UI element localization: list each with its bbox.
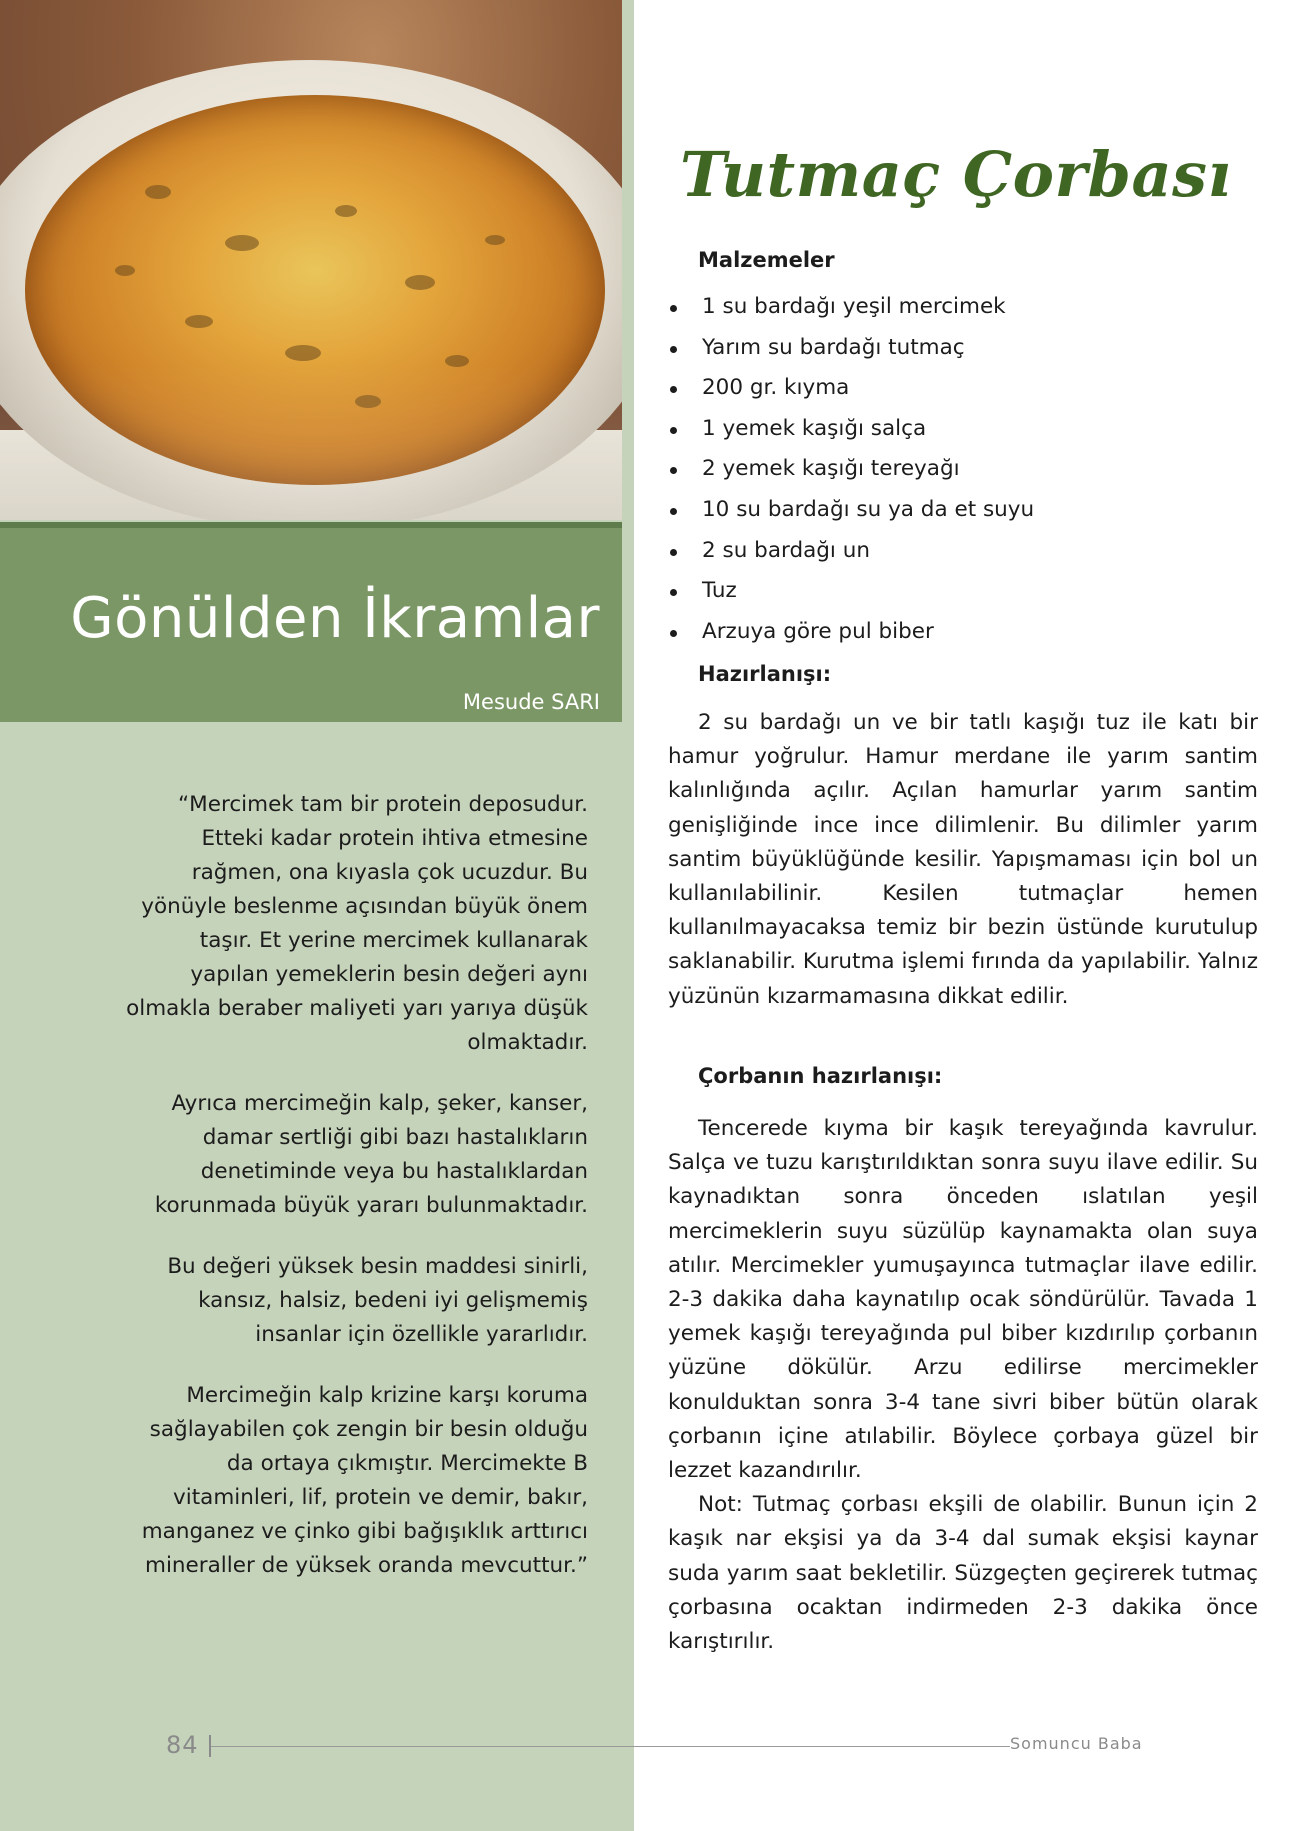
ingredient-item: 1 yemek kaşığı salça [668,409,1034,450]
soup-instructions [668,1112,1258,1659]
ingredient-item: Yarım su bardağı tutmaç [668,328,1034,369]
note-paragraph: Not: Tutmaç çorbası ekşili de olabilir. Bunun için 2 kaşık nar ekşisi ya da 3-4 dal sumak ekşisi kaynar suda yarım saat bekletilir. Süzgeçten geçirerek tutmaç çorbasına ocaktan indirmeden 2-3 dakika önce karıştırılır. [668,1492,1258,1655]
section-title-band [0,522,622,722]
footer-rule [210,1746,1010,1747]
section-title: Gönülden İkramlar [70,586,600,651]
bullet-icon [670,346,677,353]
magazine-name: Somuncu Baba [1010,1734,1143,1753]
ingredient-item: Arzuya göre pul biber [668,612,1034,653]
ingredient-item: 2 su bardağı un [668,531,1034,572]
bullet-icon [670,589,677,596]
ingredient-item: 10 su bardağı su ya da et suyu [668,490,1034,531]
recipe-column [634,0,1299,1831]
preparation-paragraph: 2 su bardağı un ve bir tatlı kaşığı tuz ile katı bir hamur yoğrulur. Hamur merdane ile yarım santim kalınlığında açılır. Açılan hamurlar yarım santim genişliğinde ince ince dilimlenir. Bu dilimler yarım santim büyüklüğünde kesilir. Yapışmaması için bol un kullanılabilinir. Kesilen tutmaçlar hemen kullanılmayacaksa temiz bir bezin üstünde kurutulup saklanabilir. Kurutma işlemi fırında da yapılabilir. Yalnız yüzünün kızarmamasına dikkat edilir. [668,710,1258,1009]
ingredients-heading: Malzemeler [698,248,835,272]
bullet-icon [670,427,677,434]
ingredient-item: 1 su bardağı yeşil mercimek [668,287,1034,328]
quote-paragraph: Ayrıca mercimeğin kalp, şeker, kanser, damar sertliği gibi bazı hastalıkların denetiminde veya bu hastalıklardan korunmada büyük yararı bulunmaktadır. [154,1091,588,1218]
soup-paragraph: Tencerede kıyma bir kaşık tereyağında kavrulur. Salça ve tuzu karıştırıldıktan sonra suyu ilave edilir. Su kaynadıktan sonra önceden ıslatılan yeşil mercimeklerin suyu süzülüp kaynamakta olan suya atılır. Mercimekler yumuşayınca tutmaçlar ilave edilir. 2-3 dakika daha kaynatılıp ocak söndürülür. Tavada 1 yemek kaşığı tereyağında pul biber kızdırılıp çorbanın yüzüne dökülür. Arzu edilirse mercimekler konulduktan sonra 3-4 tane sivri biber bütün olarak çorbanın içine atılabilir. Böylece çorbaya güzel bir lezzet kazandırılır. [668,1116,1258,1484]
ingredient-item: 200 gr. kıyma [668,368,1034,409]
bullet-icon [670,549,677,556]
page-number: 84 [166,1731,199,1759]
bullet-icon [670,305,677,312]
recipe-title: Tutmaç Çorbası [680,138,1232,211]
preparation-text [668,706,1258,1014]
ingredients-list [668,287,1034,652]
bullet-icon [670,508,677,515]
soup-photo [0,0,622,520]
quote-paragraph: Mercimeğin kalp krizine karşı koruma sağlayabilen çok zengin bir besin olduğu da ortaya çıkmıştır. Mercimekte B vitaminleri, lif, protein ve demir, bakır, manganez ve çinko gibi bağışıklık arttırıcı mineraller de yüksek oranda mevcuttur.” [141,1383,588,1578]
left-column [0,0,634,1831]
bullet-icon [670,630,677,637]
lentil-quote [120,788,588,1610]
quote-paragraph: Bu değeri yüksek besin maddesi sinirli, kansız, halsiz, bedeni iyi gelişmemiş insanlar için özellikle yararlıdır. [167,1254,588,1347]
ingredient-item: Tuz [668,571,1034,612]
bullet-icon [670,467,677,474]
bullet-icon [670,386,677,393]
quote-paragraph: “Mercimek tam bir protein deposudur. Etteki kadar protein ihtiva etmesine rağmen, ona kıyasla çok ucuzdur. Bu yönüyle beslenme açısından büyük önem taşır. Et yerine mercimek kullanarak yapılan yemeklerin besin değeri aynı olmakla beraber maliyeti yarı yarıya düşük olmaktadır. [126,792,588,1055]
preparation-heading: Hazırlanışı: [698,662,832,686]
author-name: Mesude SARI [462,690,600,714]
ingredient-item: 2 yemek kaşığı tereyağı [668,449,1034,490]
soup-heading: Çorbanın hazırlanışı: [698,1064,943,1088]
